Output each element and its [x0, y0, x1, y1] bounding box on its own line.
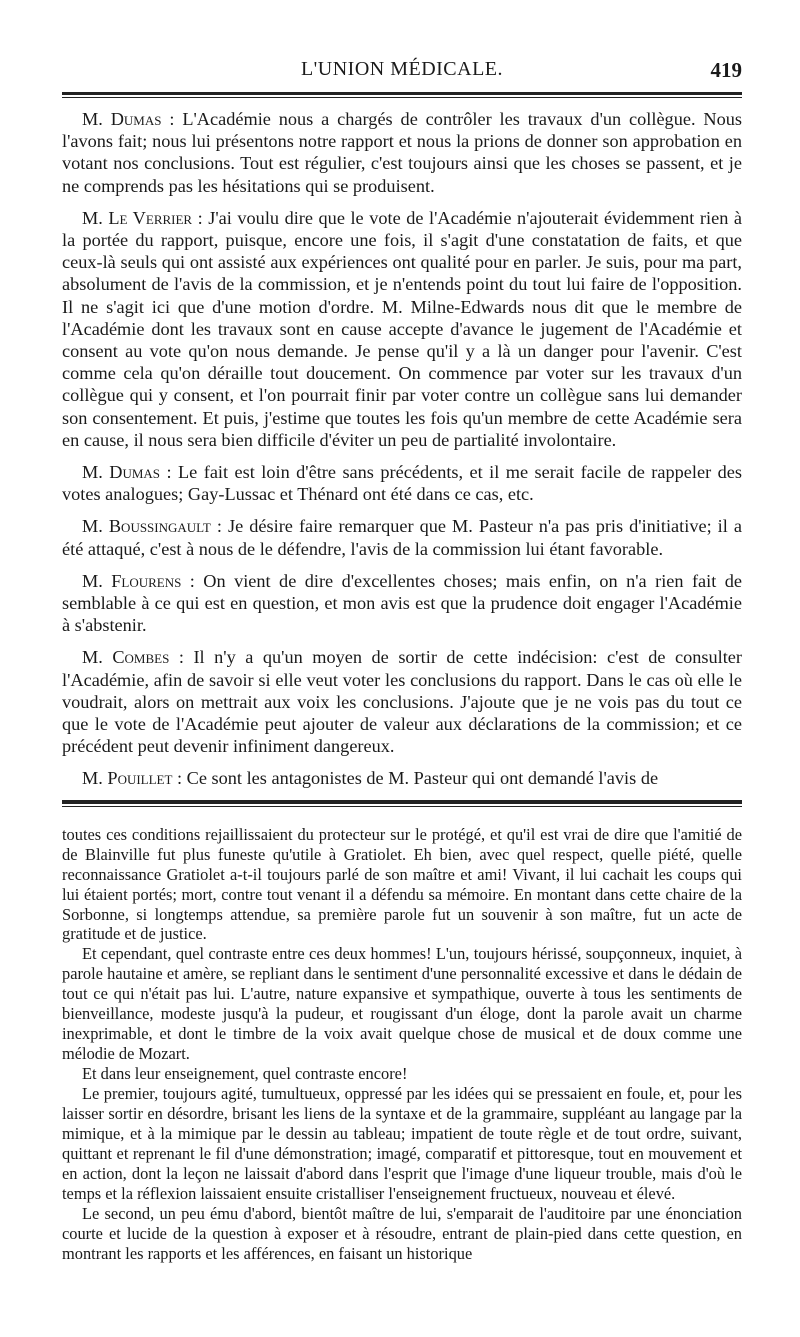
feuilleton-section — [62, 825, 742, 1264]
debate-section — [62, 108, 742, 790]
speech-text: : Il n'y a qu'un moyen de sortir de cette indécision: c'est de consulter l'Académie, afin de savoir si elle veut voter les conclusions du rapport. Dans le cas où elle le voudrait, alors on mettrait aux voix les conclusions. J'ajoute que je ne vois pas du tout ce que le vote de l'Académie peut ajouter de valeur aux déclarations de la commission; et ce précédent peut devenir infiniment dangereux. — [62, 647, 742, 757]
feuilleton-paragraph: Le second, un peu ému d'abord, bientôt maître de lui, s'emparait de l'auditoire par une énonciation courte et lucide de la question à exposer et à résoudre, entrant de plain-pied dans cette question, en montrant les rapports et les afférences, en faisant un historique — [62, 1203, 742, 1263]
speech-text: : Je désire faire remarquer que M. Pasteur n'a pas pris d'initiative; il a été attaqué, c'est à nous de le défendre, l'avis de la commission lui étant favorable. — [62, 516, 742, 559]
running-title: L'UNION MÉDICALE. — [300, 58, 504, 80]
debate-paragraph — [62, 570, 742, 637]
speech-text: : J'ai voulu dire que le vote de l'Académie n'ajouterait évidemment rien à la portée du rapport, puisque, encore une fois, il s'agit d'une constatation de faits, et que ceux-là seuls qui ont assisté aux expériences ont qualité pour en parler. Je suis, pour ma part, absolument de l'avis de la commission, et je n'entends point du tout lui faire de l'opposition. Il ne s'agit ici que d'une motion d'ordre. M. Milne-Edwards nous dit que le membre de l'Académie dont les travaux sont en cause accepte d'avance le jugement de l'Académie et consent au vote qu'on nous demande. Je pense qu'il y a là un danger pour l'avenir. C'est comme cela qu'on déraille tout doucement. On commence par voter sur les travaux d'un collègue qui y consent, et l'on pourrait finir par voter contre un collègue sans lui demander son consentement. Et puis, j'estime que toutes les fois qu'un membre de cette Académie sera en cause, il nous sera bien difficile d'éviter un peu de partialité involontaire. — [62, 207, 742, 450]
page-number: 419 — [710, 58, 742, 82]
debate-paragraph — [62, 461, 742, 505]
speaker-name: M. Flourens — [82, 570, 182, 591]
debate-paragraph — [62, 108, 742, 197]
speaker-name: M. Dumas — [82, 109, 162, 129]
feuilleton-separator — [62, 800, 742, 807]
page — [62, 58, 742, 1264]
speech-text: : On vient de dire d'excellentes choses; mais enfin, on n'a rien fait de semblable à ce qui est en question, et mon avis est que la prudence doit engager l'Académie à s'abstenir. — [62, 570, 742, 636]
speaker-name: M. Boussingault — [82, 516, 211, 537]
debate-paragraph — [62, 646, 742, 757]
debate-paragraph — [62, 207, 742, 451]
speaker-name: M. Pouillet — [82, 768, 173, 789]
feuilleton-paragraph: Et dans leur enseignement, quel contraste encore! — [82, 1064, 408, 1084]
speaker-name: M. Le Verrier — [82, 207, 193, 228]
header-rule — [62, 92, 742, 98]
debate-paragraph — [62, 515, 742, 559]
speech-text: : Le fait est loin d'être sans précédents, et il me serait facile de rappeler des votes analogues; Gay-Lussac et Thénard ont été dans ce cas, etc. — [62, 462, 743, 505]
feuilleton-paragraph: toutes ces conditions rejaillissaient du protecteur sur le protégé, et qu'il est vrai de dire que l'amitié de de Blainville fut plus funeste qu'utile à Gratiolet. Eh bien, avec quel respect, quelle piété, quelle reconnaissance Gratiolet a-t-il toujours parlé de son maître et ami! Vivant, il lui cachait les coups qui lui étaient portés; mort, contre tout venant il a défendu sa mémoire. En montant dans cette chaire de la Sorbonne, si longtemps attendue, sa première parole fut un souvenir à son maître, fut un acte de gratitude et de justice. — [62, 824, 742, 944]
feuilleton-paragraph: Et cependant, quel contraste entre ces deux hommes! L'un, toujours hérissé, soupçonneux, inquiet, à parole hautaine et amère, se repliant dans le sentiment d'une personnalité excessive et dans le dédain de tout ce qui n'était pas lui. L'autre, nature expansive et sympathique, ouverte à tous les sentiments de bienveillance, modeste jusqu'à la pudeur, et rougissant d'un éloge, dont la parole avait un charme inexprimable, et dont le timbre de la voix avait quelque chose de musical et de doux comme une mélodie de Mozart. — [62, 944, 742, 1064]
running-head — [62, 58, 742, 92]
feuilleton-paragraph: Le premier, toujours agité, tumultueux, oppressé par les idées qui se pressaient en foule, et, pour les laisser sortir en désordre, brisant les liens de la syntaxe et de la grammaire, suppléant au langage par la mimique, et à la mimique par le dessin au tableau; impatient de toute règle et de tout ordre, suivant, quittant et reprenant le fil d'une démonstration; imagé, comparatif et pittoresque, tout en mouvement et en action, dont la leçon ne laissait d'abord dans l'esprit que l'image d'une liqueur trouble, mais d'où le temps et la réflexion laissaient ensuite cristalliser l'enseignement fructueux, nouveau et élevé. — [62, 1084, 742, 1203]
speech-text: : Ce sont les antagonistes de M. Pasteur qui ont demandé l'avis de — [172, 768, 659, 789]
speaker-name: M. Combes — [82, 647, 170, 668]
speech-text: : L'Académie nous a chargés de contrôler les travaux d'un collègue. Nous l'avons fait; nous lui présentons notre rapport et nous la prions de donner son approbation en votant nos conclusions. Tout est régulier, c'est toujours ainsi que les choses se passent, et je ne comprends pas les hésitations qui se produisent. — [62, 109, 743, 196]
speaker-name: M. Dumas — [82, 462, 161, 483]
debate-paragraph — [62, 767, 742, 789]
